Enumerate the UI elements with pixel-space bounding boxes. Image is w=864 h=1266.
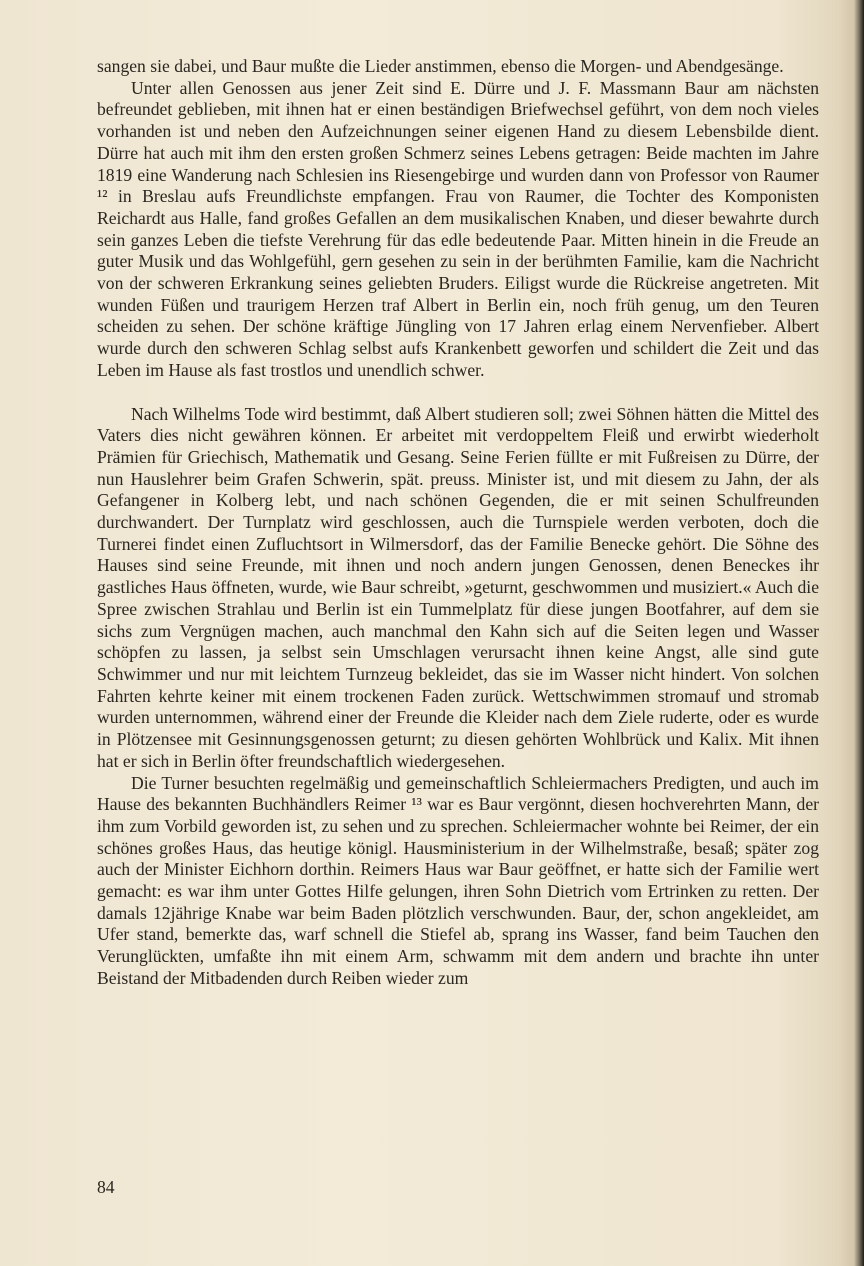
paragraph-schleiermacher: Die Turner besuchten regelmäßig und gemeinschaftlich Schleiermachers Predigten, und auch im Hause des bekannten Buchhändlers Reimer ¹³ war es Baur vergönnt, diesen hochverehrten Mann, der ihm zum Vorbild geworden ist, zu sehen und zu sprechen. Schleiermacher wohnte bei Reimer, der ein schönes großes Haus, das heutige königl. Hausministerium in der Wilhelmstraße, besaß; später zog auch der Minister Eichhorn dorthin. Reimers Haus war Baur geöffnet, er hatte sich der Familie wert gemacht: es war ihm unter Gottes Hilfe gelungen, ihren Sohn Dietrich vom Ertrinken zu retten. Der damals 12jährige Knabe war beim Baden plötzlich verschwunden. Baur, der, schon angekleidet, am Ufer stand, bemerkte das, warf schnell die Stiefel ab, sprang ins Wasser, fand beim Tauchen den Verunglückten, umfaßte ihn mit einem Arm, schwamm mit dem andern und brachte ihn unter Beistand der Mitbadenden durch Reiben wieder zum [97,772,819,988]
body-text [97,56,819,990]
paragraph-continued: sangen sie dabei, und Baur mußte die Lieder anstimmen, ebenso die Morgen- und Abendgesänge. [97,56,784,76]
page-edge-shadow [854,0,864,1266]
page-number: 84 [97,1177,115,1197]
paragraph-wilhelms-tode: Nach Wilhelms Tode wird bestimmt, daß Albert studieren soll; zwei Söhnen hätten die Mittel des Vaters dies nicht gewähren können. Er arbeitet mit verdoppeltem Fleiß und erwirbt wiederholt Prämien für Griechisch, Mathematik und Gesang. Seine Ferien füllte er mit Fußreisen zu Dürre, der nun Hauslehrer beim Grafen Schwerin, spät. preuss. Minister ist, und mit diesem zu Jahn, der als Gefangener in Kolberg lebt, und nach schönen Gegenden, die er mit seinen Schulfreunden durchwandert. Der Turnplatz wird geschlossen, auch die Turnspiele werden verboten, doch die Turnerei findet einen Zufluchtsort in Wilmersdorf, das der Familie Benecke gehört. Die Söhne des Hauses sind seine Freunde, mit ihnen und noch andern jungen Genossen, denen Beneckes ihr gastliches Haus öffneten, wurde, wie Baur schreibt, »geturnt, geschwommen und musiziert.« Auch die Spree zwischen Strahlau und Berlin ist ein Tummelplatz für diese jungen Bootfahrer, auf dem sie sichs zum Vergnügen machen, auch manchmal den Kahn sich auf die Seiten legen und Wasser schöpfen zu lassen, ja selbst sein Umschlagen verursacht ihnen keine Angst, alle sind gute Schwimmer und nur mit leichtem Turnzeug bekleidet, das sie im Wasser nicht hindert. Von solchen Fahrten kehrte keiner mit einem trockenen Faden zurück. Wettschwimmen stromauf und stromab wurden unternommen, während einer der Freunde die Kleider nach dem Ziele ruderte, oder es wurde in Plötzensee mit Gesinnungsgenossen geturnt; zu diesen gehörten Wohlbrück und Kalix. Mit ihnen hat er sich in Berlin öfter freundschaftlich wiedergesehen. [97,403,819,771]
paragraph-duerre-massmann: Unter allen Genossen aus jener Zeit sind E. Dürre und J. F. Massmann Baur am nächsten befreundet geblieben, mit ihnen hat er einen beständigen Briefwechsel geführt, von dem noch vieles vorhanden ist und neben den Aufzeichnungen seiner eigenen Hand zu diesem Lebensbilde dient. Dürre hat auch mit ihm den ersten großen Schmerz seines Lebens getragen: Beide machten im Jahre 1819 eine Wanderung nach Schlesien ins Riesengebirge und wurden dann von Professor von Raumer ¹² in Breslau aufs Freundlichste empfangen. Frau von Raumer, die Tochter des Komponisten Reichardt aus Halle, fand großes Gefallen an dem musikalischen Knaben, und dieser bewahrte durch sein ganzes Leben die tiefste Verehrung für das edle bedeutende Paar. Mitten hinein in die Freude an guter Musik und das Wohlgefühl, gern gesehen zu sein in der berühmten Familie, kam die Nachricht von der schweren Erkrankung seines geliebten Bruders. Eiligst wurde die Rückreise angetreten. Mit wunden Füßen und traurigem Herzen traf Albert in Berlin ein, noch früh genug, um den Teuren scheiden zu sehen. Der schöne kräftige Jüngling von 17 Jahren erlag einem Nervenfieber. Albert wurde durch den schweren Schlag selbst aufs Krankenbett geworfen und schildert die Zeit und das Leben im Hause als fast trostlos und unendlich schwer. [97,77,819,380]
